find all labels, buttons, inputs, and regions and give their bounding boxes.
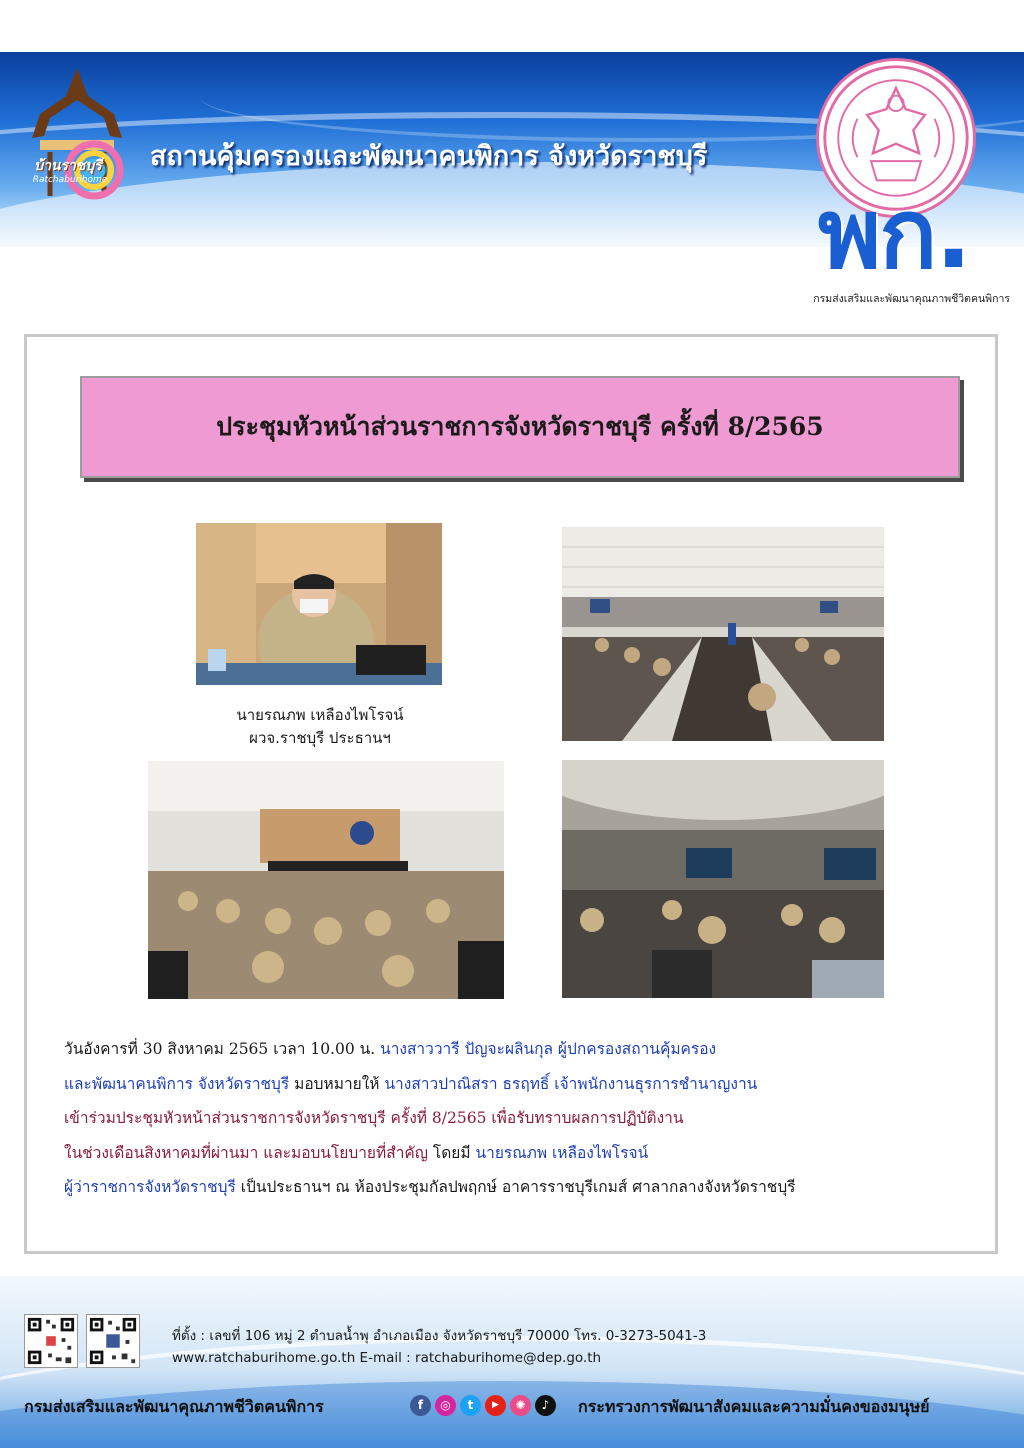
body-line-5: ผู้ว่าราชการจังหวัดราชบุรี เป็นประธานฯ ณ ห้องประชุมกัลปพฤกษ์ อาคารราชบุรีเกมส์ ศาลากลางจังหวัดราชบุรี [64, 1178, 796, 1196]
photo-meeting-room-wide [562, 527, 884, 741]
organization-title: สถานคุ้มครองและพัฒนาคนพิการ จังหวัดราชบุรี [150, 141, 708, 172]
photo-meeting-attendees [148, 761, 504, 999]
article-title: ประชุมหัวหน้าส่วนราชการจังหวัดราชบุรี ครั้งที่ 8/2565 [216, 412, 824, 441]
dribbble-icon[interactable]: ✺ [510, 1395, 531, 1416]
photo-presentation-screens [562, 760, 884, 998]
person-name-officer: นางสาวปาณิสรา ธรฤทธิ์ เจ้าพนักงานธุรการชำนาญงาน [384, 1074, 758, 1093]
caption-role: ผวจ.ราชบุรี ประธานฯ [249, 729, 391, 747]
youtube-icon[interactable]: ▶ [485, 1395, 506, 1416]
instagram-icon[interactable]: ◎ [435, 1395, 456, 1416]
qr-code-facebook-icon[interactable] [86, 1314, 140, 1368]
person-name-director: นางสาววารี ปัญจะผลินกุล ผู้ปกครองสถานคุ้มครอง [380, 1040, 717, 1058]
footer-ministry-name: กระทรวงการพัฒนาสังคมและความมั่นคงของมนุษย์ [578, 1397, 930, 1416]
body-line-4: ในช่วงเดือนสิงหาคมที่ผ่านมา และมอบนโยบายที่สำคัญ โดยมี นายรณภพ เหลืองไพโรจน์ [64, 1143, 649, 1162]
photo-governor [196, 523, 442, 685]
person-name-governor: นายรณภพ เหลืองไพโรจน์ [475, 1143, 649, 1162]
twitter-icon[interactable]: t [460, 1395, 481, 1416]
footer-contact[interactable]: www.ratchaburihome.go.th E-mail : ratchaburihome@dep.go.th [172, 1350, 602, 1366]
article-title-box [80, 376, 960, 478]
ratchaburihome-logo [18, 66, 136, 206]
photo-caption [196, 704, 444, 750]
logo-text-thai: บ้านราชบุรี [34, 158, 102, 174]
body-line-2: และพัฒนาคนพิการ จังหวัดราชบุรี มอบหมายให้ นางสาวปาณิสรา ธรฤทธิ์ เจ้าพนักงานธุรการชำนาญงาน [64, 1074, 758, 1093]
caption-name: นายรณภพ เหลืองไพโรจน์ [236, 706, 404, 724]
logo-text-english: Ratchaburihome [32, 175, 108, 185]
body-line-3: เข้าร่วมประชุมหัวหน้าส่วนราชการจังหวัดราชบุรี ครั้งที่ 8/2565 เพื่อรับทราบผลการปฏิบัติงาน [64, 1109, 684, 1127]
body-line-1: วันอังคารที่ 30 สิงหาคม 2565 เวลา 10.00 น. นางสาววารี ปัญจะผลินกุล ผู้ปกครองสถานคุ้มครอง [64, 1040, 717, 1058]
qr-code-website-icon[interactable] [24, 1314, 78, 1368]
brand-abbreviation: พก. [818, 178, 970, 290]
tiktok-icon[interactable]: ♪ [535, 1395, 556, 1416]
footer-department-name: กรมส่งเสริมและพัฒนาคุณภาพชีวิตคนพิการ [24, 1397, 324, 1416]
footer-address: ที่ตั้ง : เลขที่ 106 หมู่ 2 ตำบลน้ำพุ อำเภอเมือง จังหวัดราชบุรี 70000 โทร. 0-3273-5041-3 [172, 1328, 707, 1344]
article-body [64, 1032, 964, 1205]
brand-full-name: กรมส่งเสริมและพัฒนาคุณภาพชีวิตคนพิการ [813, 293, 1010, 305]
facebook-icon[interactable]: f [410, 1395, 431, 1416]
